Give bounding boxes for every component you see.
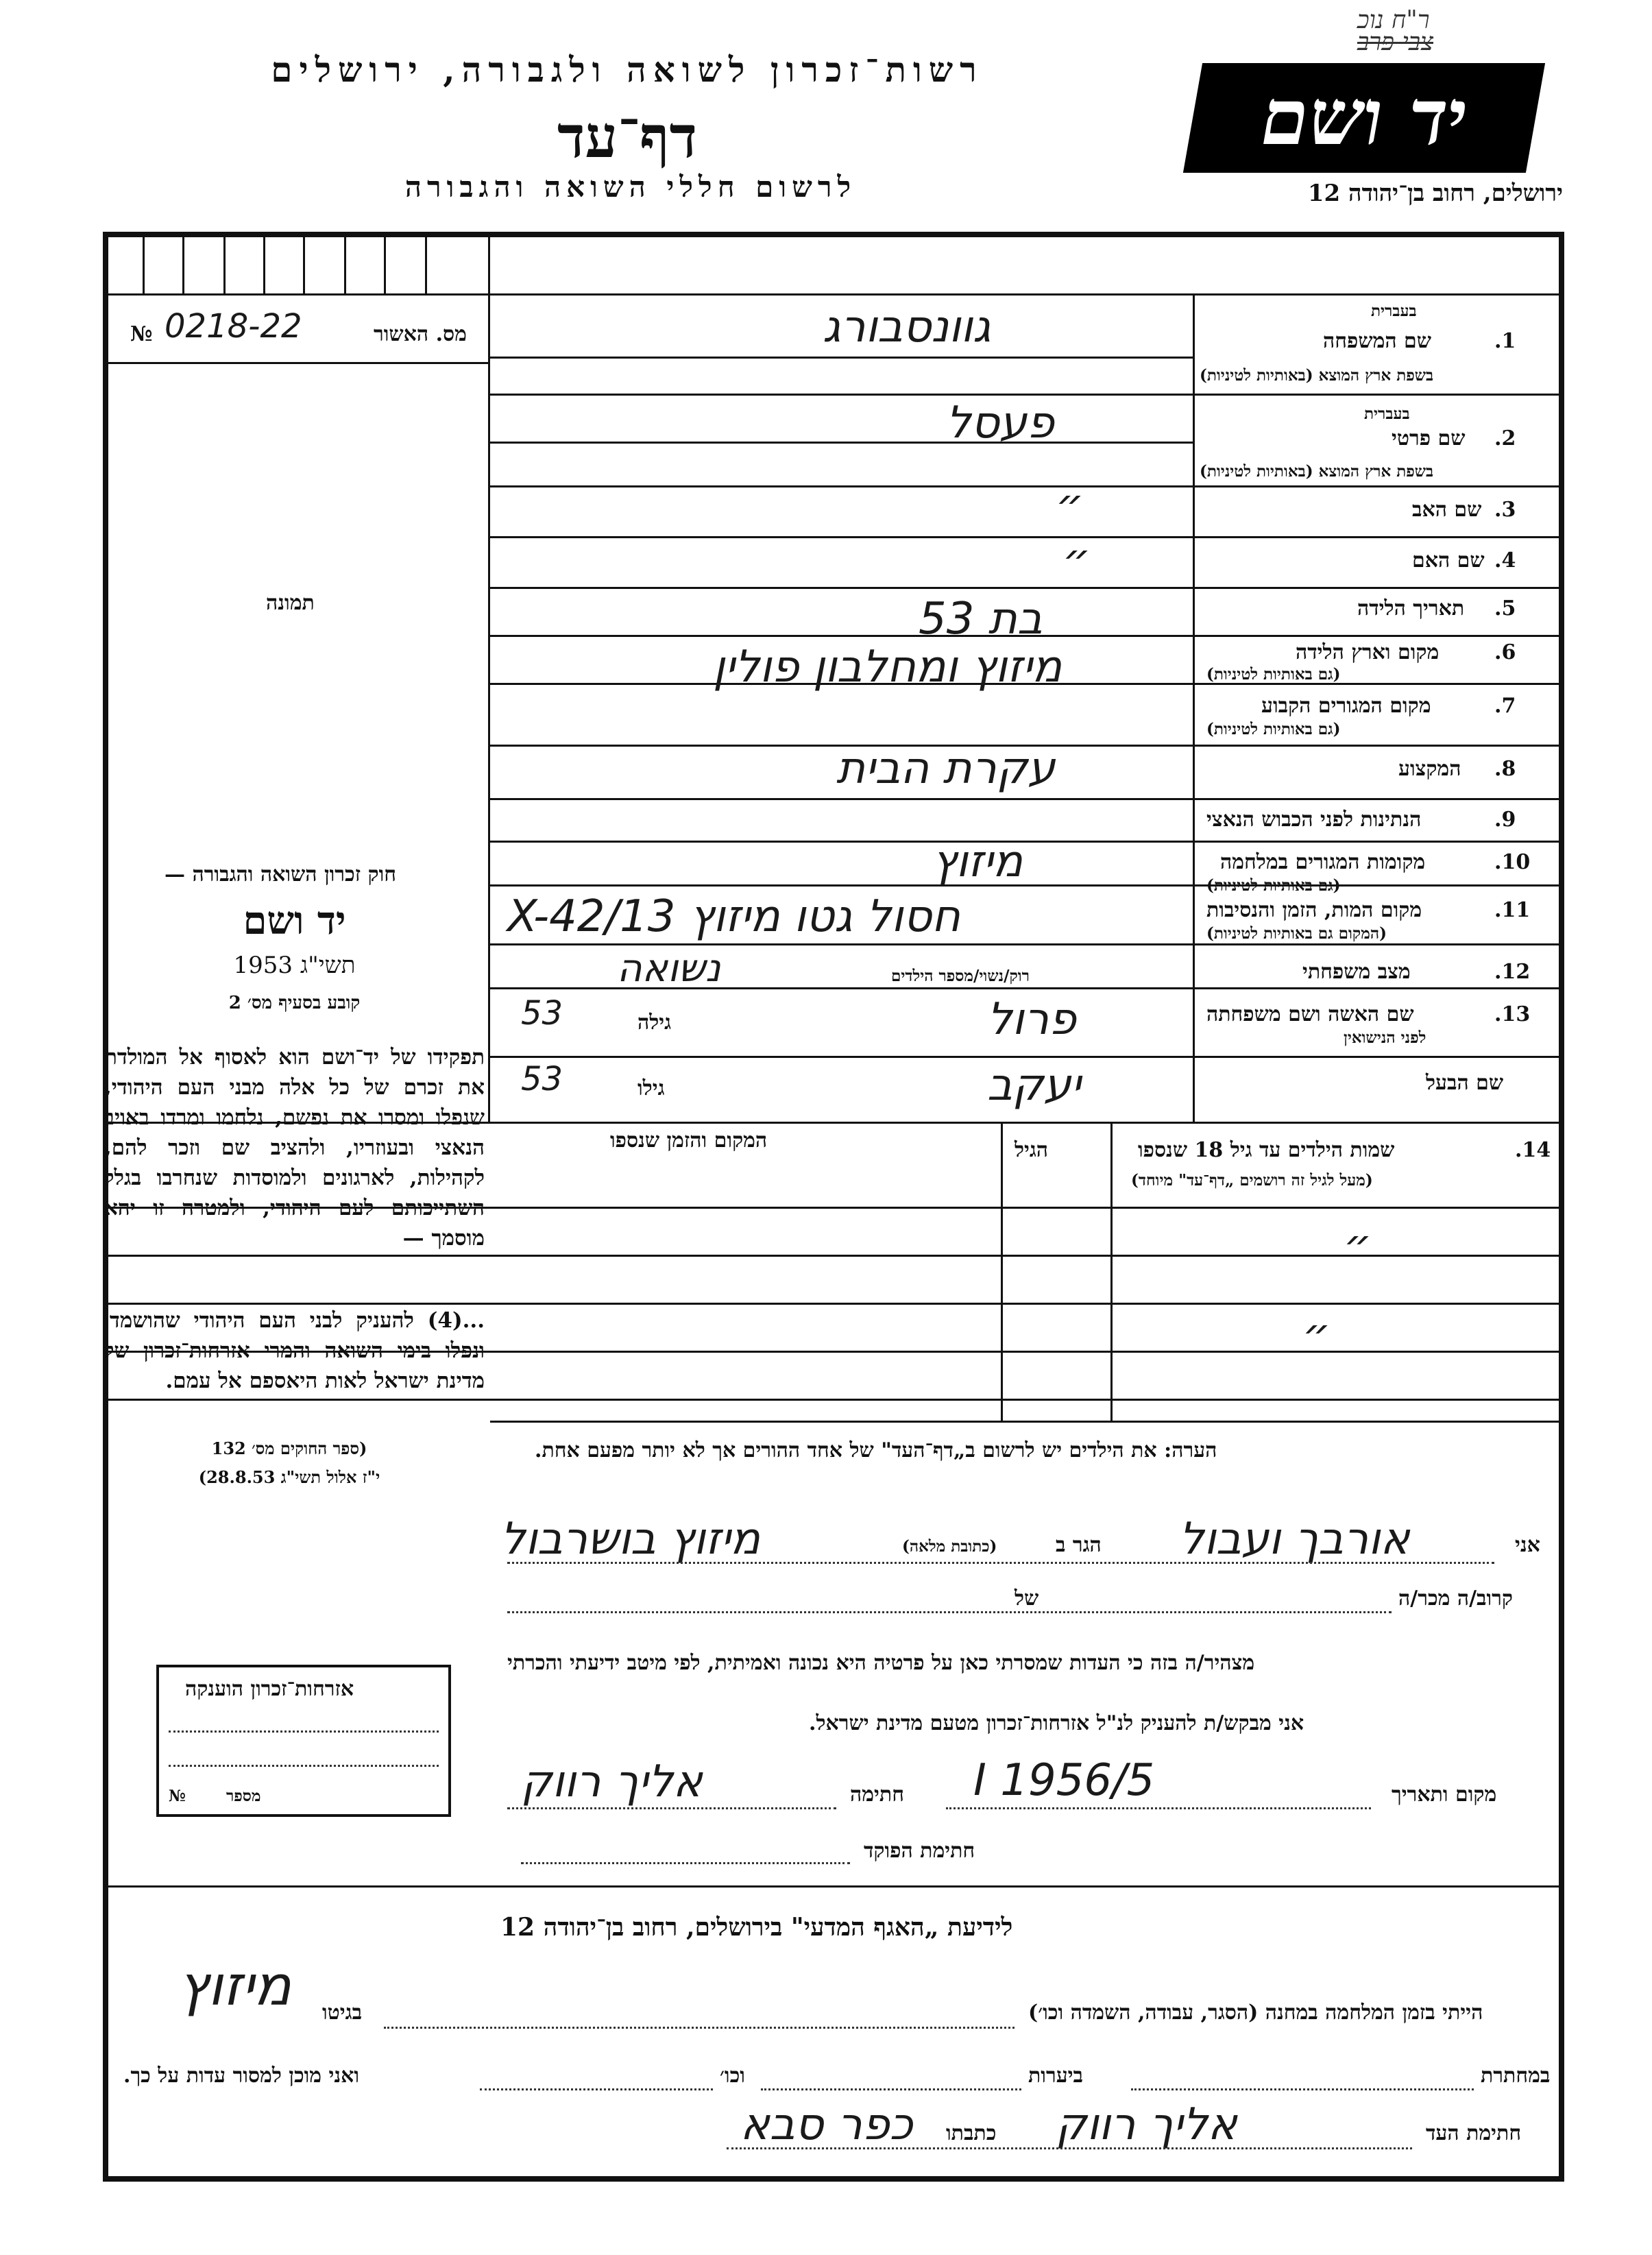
field-value-first-name: פעסל bbox=[946, 398, 1054, 448]
children-row2-value: ״ bbox=[1302, 1310, 1331, 1360]
field-number: 9. bbox=[1494, 808, 1516, 832]
declaration-statement: מצהיר/ה בזה כי העדות שמסרתי כאן על פרטיה היא נכונה ואמיתית, לפי מיטב ידיעתי והכרתי bbox=[507, 1651, 1255, 1675]
field-label-family-name: שם המשפחה bbox=[1323, 329, 1432, 353]
approval-number-sign: № bbox=[130, 322, 153, 346]
declaration-resides-hint: (כתובת מלאה) bbox=[902, 1537, 997, 1556]
field-sub-label: לפני הנישואין bbox=[1344, 1028, 1426, 1047]
field-value-war-residence: מיזוץ bbox=[932, 836, 1023, 887]
approval-label: מס. האשור bbox=[374, 322, 467, 346]
field-value-father: ״ bbox=[1056, 480, 1084, 531]
citizenship-number-label: מספר bbox=[226, 1787, 261, 1805]
field-value-family-name: גוונסבורג bbox=[823, 302, 991, 352]
hebrew-hint: בעברית bbox=[1364, 405, 1410, 423]
law-source: (ספר החוקים מס׳ 132 bbox=[211, 1438, 367, 1458]
of-label: של bbox=[1015, 1587, 1039, 1611]
field-value-wife-maiden: פרול bbox=[987, 994, 1076, 1045]
children-label: שמות הילדים עד גיל 18 שנספו bbox=[1138, 1138, 1395, 1162]
children-row-line bbox=[108, 1303, 1559, 1305]
knowledge-ghetto-value: מיזוץ bbox=[178, 1954, 291, 2018]
form-subtitle: לרשום חללי השואה והגבורה bbox=[404, 170, 857, 204]
strip-cell bbox=[384, 237, 386, 293]
relative-label: קרוב/ה מכר/ה bbox=[1398, 1587, 1513, 1611]
field-sub-label: בשפת ארץ המוצא (באותיות לטיניות) bbox=[1200, 366, 1434, 385]
field-sub-label: (גם באותיות לטיניות) bbox=[1206, 665, 1341, 684]
label-column-divider bbox=[1193, 293, 1195, 1122]
field-label-residence: מקום המגורים הקבוע bbox=[1261, 694, 1431, 718]
row-line bbox=[490, 587, 1559, 589]
corner-note: ר"ח נוכ bbox=[1357, 6, 1430, 34]
citizenship-line bbox=[169, 1765, 439, 1767]
photo-label: תמונה bbox=[266, 591, 315, 615]
strip-cell bbox=[143, 237, 145, 293]
camp-line bbox=[384, 2027, 1015, 2029]
row-line bbox=[490, 1056, 1559, 1058]
yad-vashem-logo: יד ושם bbox=[1183, 63, 1545, 173]
witness-signature-value: אליך רווק bbox=[1056, 2099, 1237, 2150]
children-sub-label: (מעל לגיל זה רושמים „דף־עד" מיוחד) bbox=[1131, 1171, 1373, 1190]
law-date: י"ז אלול תשי"ג 28.8.53) bbox=[198, 1467, 380, 1487]
wife-age-value: 53 bbox=[521, 994, 563, 1033]
field-value-profession: עקרת הבית bbox=[836, 743, 1056, 794]
relative-line bbox=[507, 1611, 1392, 1613]
witness-line bbox=[727, 2147, 1412, 2149]
declaration-line bbox=[507, 1562, 1494, 1564]
children-note: הערה: את הילדים יש לרשום ב„דף־העד" של אחד ההורים אך לא יותר מפעם אחת. bbox=[535, 1438, 1217, 1462]
signature-line bbox=[507, 1807, 836, 1809]
law-clause: קובע בסעיף מס׳ 2 bbox=[228, 993, 361, 1013]
field-number: 2. bbox=[1494, 426, 1516, 450]
declaration-address: מיזוץ בושרבול bbox=[500, 1514, 760, 1565]
children-col-divider bbox=[1001, 1122, 1003, 1421]
form-title: דף־עד bbox=[557, 103, 697, 171]
field-sub-label: (גם באותיות לטיניות) bbox=[1206, 876, 1341, 895]
strip-cell bbox=[263, 237, 265, 293]
children-row-line bbox=[108, 1255, 1559, 1257]
citizenship-line bbox=[169, 1731, 439, 1733]
place-date-line bbox=[946, 1807, 1371, 1809]
strip-cell bbox=[223, 237, 226, 293]
place-date-label: מקום ותאריך bbox=[1392, 1783, 1497, 1807]
underground-label: במחתרת bbox=[1481, 2064, 1551, 2088]
law-item4: ...(4) להעניק לבני העם היהודי שהושמדו ונפלו בימי השואה והמרי אזרחות־זכרון של מדינת ישראל לאות היאספם אל עמם. bbox=[104, 1308, 485, 1393]
children-col-divider bbox=[1110, 1122, 1113, 1421]
declaration-name: אורבך ועבול bbox=[1179, 1514, 1410, 1565]
row-line bbox=[490, 485, 1559, 487]
row-line bbox=[490, 536, 1559, 538]
declaration-resides-label: הגר ב bbox=[1056, 1533, 1102, 1557]
field-number: 3. bbox=[1494, 498, 1516, 522]
knowledge-title: לידיעת „האגף המדעי" בירושלים, רחוב בן־יהודה 12 bbox=[500, 1913, 1013, 1942]
approval-number: 0218-22 bbox=[165, 307, 302, 346]
field-label-nationality: הנתינות לפני הכבוש הנאצי bbox=[1206, 808, 1422, 832]
field-label-death: מקום המות, הזמן והנסיבות bbox=[1206, 898, 1422, 922]
law-year: תשי"ג 1953 bbox=[233, 952, 356, 979]
law-name: יד ושם bbox=[243, 898, 346, 943]
row-line bbox=[490, 394, 1559, 396]
approval-line bbox=[108, 362, 488, 364]
officer-signature-label: חתימת הפוקד bbox=[864, 1839, 975, 1863]
citizenship-box-title: אזרחות־זכרון הוענקה bbox=[185, 1677, 354, 1701]
corner-note-struck: צבי פרב bbox=[1357, 28, 1433, 56]
forests-label: ביערות bbox=[1028, 2064, 1084, 2088]
children-row1-value: ״ bbox=[1344, 1220, 1372, 1271]
field-number: 11. bbox=[1494, 898, 1531, 922]
field-label-war-residence: מקומות המגורים במלחמה bbox=[1220, 850, 1426, 874]
section-divider bbox=[108, 1885, 1559, 1888]
field-number: 5. bbox=[1494, 596, 1516, 620]
authority-name: רשות־זכרון לשואה ולגבורה, ירושלים bbox=[271, 49, 984, 90]
witness-address-label: כתבתו bbox=[946, 2121, 997, 2145]
field-sub-label: (המקום גם באותיות לטיניות) bbox=[1206, 924, 1387, 943]
field-value-birth-date: בת 53 bbox=[919, 594, 1043, 644]
citizenship-number-sign: № bbox=[169, 1787, 186, 1805]
field-value-death: חסול גטו מיזוץ 13/X-42 bbox=[507, 891, 960, 942]
strip-cell bbox=[425, 237, 427, 293]
declaration-request: אני מבקש/ת להעניק לנ"ל אזרחות־זכרון מטעם מדינת ישראל. bbox=[809, 1711, 1304, 1735]
field-sub-label: רוק/נשוי/מספר הילדים bbox=[891, 967, 1030, 985]
strip-cell bbox=[182, 237, 184, 293]
etc-label: וכו׳ bbox=[720, 2064, 745, 2088]
forests-line bbox=[761, 2088, 1021, 2090]
field-value-mother: ״ bbox=[1062, 535, 1091, 586]
field-number: 6. bbox=[1494, 640, 1516, 664]
field-label-birth-place: מקום וארץ הלידה bbox=[1296, 640, 1440, 664]
row-line bbox=[490, 841, 1559, 843]
top-strip-line bbox=[108, 293, 1559, 296]
husband-age-label: גילו bbox=[637, 1076, 665, 1100]
children-row-line bbox=[490, 1421, 1559, 1423]
row-line bbox=[490, 884, 1559, 887]
place-date-value: 5/I 1956 bbox=[973, 1755, 1155, 1806]
etc-line bbox=[480, 2088, 713, 2090]
header-address: ירושלים, רחוב בן־יהודה 12 bbox=[1307, 180, 1563, 207]
field-label-first-name: שם פרטי bbox=[1392, 426, 1466, 450]
signature-value: אליך רווק bbox=[521, 1757, 703, 1807]
children-place-header: המקום והזמן שנספו bbox=[610, 1129, 768, 1153]
row-line bbox=[490, 442, 1193, 444]
row-line bbox=[490, 943, 1559, 945]
law-body: תפקידו של יד־ושם הוא לאסוף אל המולדת את זכרם של כל אלה מבני העם היהודי, שנפלו ומסרו את נפשם, נלחמו ומרדו באויב הנאצי ובעוזריו, ולהציב שם וזכר להם, לקהילות, לארגונים ולמוסדות שנחרבו בגלל השתייכותם לעם היהודי, ולמטרה זו יהא מוסמך — bbox=[104, 1045, 485, 1251]
witness-address-value: כפר סבא bbox=[740, 2099, 913, 2150]
witness-signature-label: חתימת העד bbox=[1426, 2121, 1522, 2145]
field-label-husband: שם הבעל bbox=[1426, 1071, 1504, 1095]
field-sub-label: (גם באותיות לטיניות) bbox=[1206, 720, 1341, 738]
children-row-line bbox=[108, 1399, 1559, 1401]
field-value-birth-place: מיזוץ ומחלבון פולין bbox=[713, 642, 1062, 692]
willing-testify: ואני מוכן למסור עדות על כך. bbox=[123, 2064, 360, 2088]
field-value-husband: יעקב bbox=[987, 1060, 1081, 1111]
field-number: 12. bbox=[1494, 960, 1531, 984]
field-sub-label: בשפת ארץ המוצא (באותיות לטיניות) bbox=[1200, 462, 1434, 481]
signature-label: חתימה bbox=[850, 1783, 904, 1807]
field-label-birth-date: תאריך הלידה bbox=[1357, 596, 1465, 620]
field-number: 1. bbox=[1494, 329, 1516, 353]
law-title: חוק זכרון השואה והגבורה — bbox=[165, 863, 396, 887]
field-label-marital: מצב משפחתי bbox=[1302, 960, 1411, 984]
knowledge-camp-line: הייתי בזמן המלחמה במחנה (הסגר, עבודה, השמדה וכו׳) bbox=[1028, 2001, 1483, 2025]
field-number: 7. bbox=[1494, 694, 1516, 718]
knowledge-ghetto-label: בגיטו bbox=[322, 2001, 363, 2025]
field-number: 10. bbox=[1494, 850, 1531, 874]
field-label-wife-maiden: שם האשה ושם משפחתה bbox=[1206, 1002, 1414, 1026]
field-label-father: שם האב bbox=[1412, 498, 1482, 522]
field-label-profession: המקצוע bbox=[1398, 757, 1461, 781]
officer-line bbox=[521, 1862, 850, 1864]
field-value-marital: נשואה bbox=[617, 946, 721, 991]
children-age-header: הגיל bbox=[1015, 1138, 1049, 1162]
row-line bbox=[490, 357, 1193, 359]
wife-age-label: גילה bbox=[637, 1011, 672, 1035]
hebrew-hint: בעברית bbox=[1371, 302, 1417, 320]
field-number: 13. bbox=[1494, 1002, 1531, 1026]
field-number: 8. bbox=[1494, 757, 1516, 781]
declaration-i-label: אני bbox=[1515, 1533, 1540, 1557]
strip-cell bbox=[344, 237, 346, 293]
strip-cell bbox=[303, 237, 305, 293]
field-number: 4. bbox=[1494, 548, 1516, 572]
row-line bbox=[490, 798, 1559, 800]
field-number: 14. bbox=[1515, 1138, 1551, 1162]
field-label-mother: שם האם bbox=[1412, 548, 1485, 572]
underground-line bbox=[1131, 2088, 1474, 2090]
husband-age-value: 53 bbox=[521, 1060, 563, 1098]
